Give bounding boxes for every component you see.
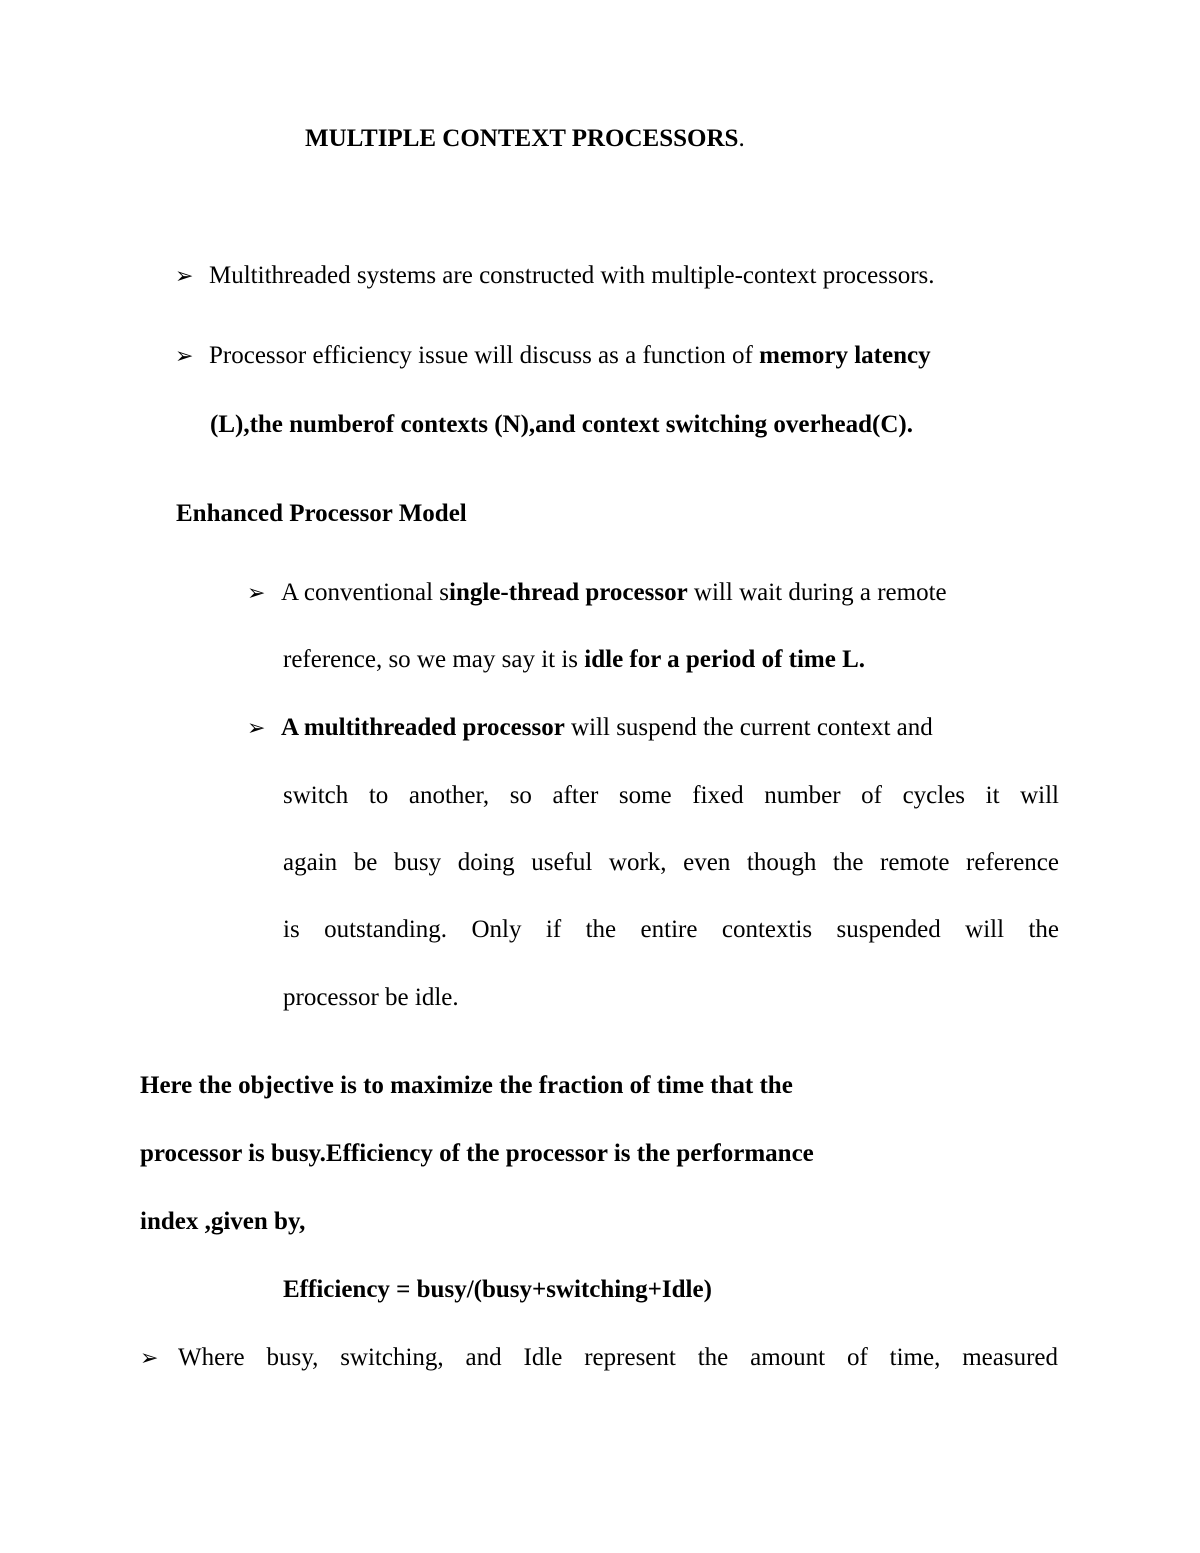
bullet-arrow-icon: ➢ bbox=[247, 581, 266, 606]
model-bullet-1-bold: ingle-thread processor bbox=[449, 579, 688, 606]
intro-bullet-1 bbox=[175, 261, 935, 292]
objective-line-3: index ,given by, bbox=[140, 1208, 306, 1235]
model-bullet-1-line2-text: reference, so we may say it is bbox=[283, 646, 585, 673]
intro-bullet-1-text: Multithreaded systems are constructed with multiple-context processors. bbox=[209, 262, 935, 289]
model-bullet-2-text: will suspend the current context and bbox=[564, 714, 933, 741]
section-heading: Enhanced Processor Model bbox=[176, 500, 467, 527]
model-bullet-1 bbox=[247, 578, 947, 609]
where-bullet bbox=[140, 1343, 1058, 1374]
bullet-arrow-icon: ➢ bbox=[140, 1346, 159, 1371]
intro-bullet-2-line2: (L),the numberof contexts (N),and context switching overhead(C). bbox=[210, 411, 913, 438]
page-title bbox=[305, 124, 745, 154]
model-bullet-1-text-a: A conventional s bbox=[281, 579, 450, 606]
model-bullet-1-text-c: will wait during a remote bbox=[687, 579, 947, 606]
intro-bullet-2-bold: memory latency bbox=[759, 342, 931, 369]
model-bullet-2 bbox=[247, 713, 933, 744]
model-bullet-2-line5: processor be idle. bbox=[283, 984, 459, 1011]
intro-bullet-2-text: Processor efficiency issue will discuss as a function of bbox=[209, 342, 760, 369]
title-dot: . bbox=[738, 125, 745, 152]
model-bullet-1-line2 bbox=[283, 645, 865, 675]
bullet-arrow-icon: ➢ bbox=[175, 264, 194, 289]
efficiency-formula: Efficiency = busy/(busy+switching+Idle) bbox=[283, 1276, 712, 1303]
intro-bullet-2 bbox=[175, 341, 931, 372]
model-bullet-2-line2: switch to another, so after some fixed number of cycles it will bbox=[283, 782, 1059, 809]
title-text: MULTIPLE CONTEXT PROCESSORS bbox=[305, 125, 739, 152]
objective-line-2: processor is busy.Efficiency of the processor is the performance bbox=[140, 1140, 814, 1167]
model-bullet-2-line3: again be busy doing useful work, even though the remote reference bbox=[283, 849, 1059, 876]
where-bullet-text: Where busy, switching, and Idle represent the amount of time, measured bbox=[178, 1344, 1058, 1371]
model-bullet-2-bold: A multithreaded processor bbox=[281, 714, 565, 741]
model-bullet-2-line4: is outstanding. Only if the entire contextis suspended will the bbox=[283, 916, 1059, 943]
objective-line-1: Here the objective is to maximize the fraction of time that the bbox=[140, 1072, 793, 1099]
model-bullet-1-line2-bold: idle for a period of time L. bbox=[584, 646, 866, 673]
bullet-arrow-icon: ➢ bbox=[247, 716, 266, 741]
bullet-arrow-icon: ➢ bbox=[175, 344, 194, 369]
